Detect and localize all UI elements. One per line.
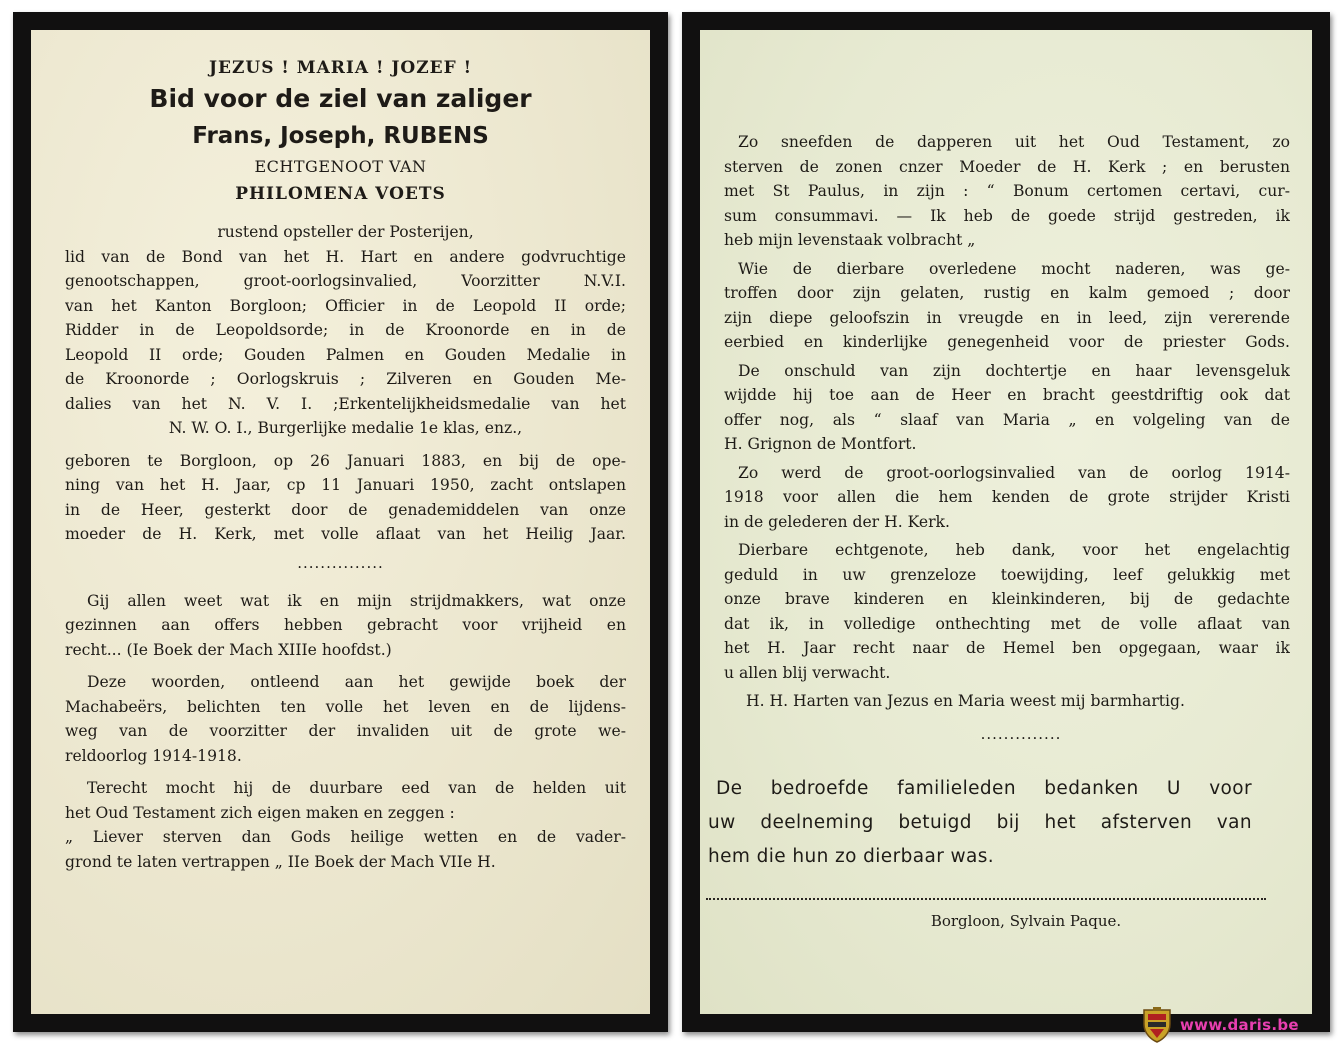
body-line: met St Paulus, in zijn : “ Bonum certomen certavi, cur- [724,182,1290,200]
body-line: gezinnen aan offers hebben gebracht voor vrijheid en [65,616,626,634]
body-line: grond te laten vertrappen „ IIe Boek der Mach VIIe H. [65,852,496,871]
left-page-paper [31,30,650,1014]
spouse-label: ECHTGENOOT VAN [254,157,427,176]
invocation: JEZUS ! MARIA ! JOZEF ! [208,58,473,78]
birth-line: geboren te Borgloon, op 26 Januari 1883, en bij de ope- [65,451,626,470]
body-line: dat ik, in volledige onthechting met de volle aflaat van [724,614,1290,633]
left-page-card [13,12,668,1032]
body-line: sum consummavi. — Ik heb de goede strijd gestreden, ik [724,206,1290,225]
body-line: weg van de voorzitter der invaliden uit de grote we- [65,722,626,740]
left-separator: ............... [297,553,384,572]
watermark-text: www.daris.be [1180,1016,1299,1034]
birth-line: in de Heer, gesterkt door de genademiddelen van onze [65,500,626,519]
right-separator: .............. [980,724,1062,743]
thanks-line: De bedroefde familieleden bedanken U voor [716,777,1252,799]
left-header [31,58,650,204]
right-page-paper [700,30,1312,1014]
body-line: Zo sneefden de dapperen uit het Oud Testament, zo [738,133,1290,151]
titles-line: Leopold II orde; Gouden Palmen en Gouden Medalie in [65,345,626,364]
body-line: wijdde hij toe aan de Heer en bracht geestdriftig ook dat [724,386,1290,404]
closing-divider [706,898,1266,900]
titles-line: genootschappen, groot-oorlogsinvalied, Voorzitter N.V.I. [65,272,626,290]
prayer-line: Bid voor de ziel van zaliger [149,84,532,113]
body-line: reldoorlog 1914-1918. [65,746,242,765]
body-line: offer nog, als “ slaaf van Maria „ en volgeling van de [724,410,1290,429]
body-line: troffen door zijn gelaten, rustig en kalm gemoed ; door [724,284,1290,302]
body-line: H. H. Harten van Jezus en Maria weest mij barmhartig. [746,692,1185,710]
titles-line: rustend opsteller der Posterijen, [217,223,474,241]
thanks-block [700,772,1312,874]
body-line: Machabeërs, belichten ten volle het leven en de lijdens- [65,697,626,716]
body-line: eerbied en kinderlijke genegenheid voor de priester Gods. [724,333,1290,351]
spouse-name: PHILOMENA VOETS [235,184,446,204]
body-line: 1918 voor allen die hem kenden de grote strijder Kristi [724,488,1290,506]
body-line: Terecht mocht hij de duurbare eed van de helden uit [87,779,626,797]
body-line: het H. Jaar recht naar de Hemel ben opgegaan, waar ik [724,639,1290,657]
deceased-name: Frans, Joseph, RUBENS [192,123,489,149]
body-line: u allen blij verwacht. [724,663,891,682]
body-line: sterven de zonen cnzer Moeder de H. Kerk ; en berusten [724,157,1290,176]
titles-line: dalies van het N. V. I. ;Erkentelijkheidsmedalie van het [65,394,626,413]
body-line: heb mijn levenstaak volbracht „ [724,231,976,249]
body-line: recht... (Ie Boek der Mach XIIIe hoofdst.) [65,640,392,659]
body-line: „ Liever sterven dan Gods heilige wetten en de vader- [65,828,626,846]
body-line: Deze woorden, ontleend aan het gewijde boek der [87,673,626,691]
body-line: onze brave kinderen en kleinkinderen, bij de gedachte [724,590,1290,608]
titles-line: N. W. O. I., Burgerlijke medalie 1e klas, enz., [168,419,523,437]
body-line: De onschuld van zijn dochtertje en haar levensgeluk [738,361,1290,380]
titles-line: Ridder in de Leopoldsorde; in de Kroonorde en in de [65,321,626,339]
birth-line: ning van het H. Jaar, cp 11 Januari 1950, zacht ontslapen [65,476,626,494]
body-line: in de gelederen der H. Kerk. [724,512,950,531]
titles-block [31,220,650,441]
birth-block [31,449,650,547]
coat-of-arms-icon [1140,1006,1174,1044]
body-line: H. Grignon de Montfort. [724,435,917,453]
thanks-line: uw deelneming betuigd bij het afsterven van [708,811,1252,833]
body-line: Zo werd de groot-oorlogsinvalied van de oorlog 1914- [738,463,1290,482]
body-line: Gij allen weet wat ik en mijn strijdmakkers, wat onze [87,591,626,610]
body-line: zijn diepe geloofszin in vreugde en in leed, zijn vererende [724,308,1290,327]
body-line: geduld in uw grenzeloze toewijding, leef gelukkig met [724,565,1290,584]
right-page-card [682,12,1330,1032]
right-body-block [700,130,1312,714]
watermark [1140,1006,1299,1044]
printer-credit: Borgloon, Sylvain Paque. [930,911,1122,930]
titles-line: van het Kanton Borgloon; Officier in de Leopold II orde; [65,296,626,315]
birth-line: moeder de H. Kerk, met volle aflaat van het Heilig Jaar. [65,525,626,543]
titles-line: lid van de Bond van het H. Hart en andere godvruchtige [65,247,626,266]
body-line: het Oud Testament zich eigen maken en zeggen : [65,803,455,822]
thanks-line: hem die hun zo dierbaar was. [708,845,995,867]
left-body-block [31,589,650,875]
titles-line: de Kroonorde ; Oorlogskruis ; Zilveren en Gouden Me- [65,370,626,388]
body-line: Wie de dierbare overledene mocht naderen, was ge- [738,259,1290,278]
body-line: Dierbare echtgenote, heb dank, voor het engelachtig [738,541,1290,559]
